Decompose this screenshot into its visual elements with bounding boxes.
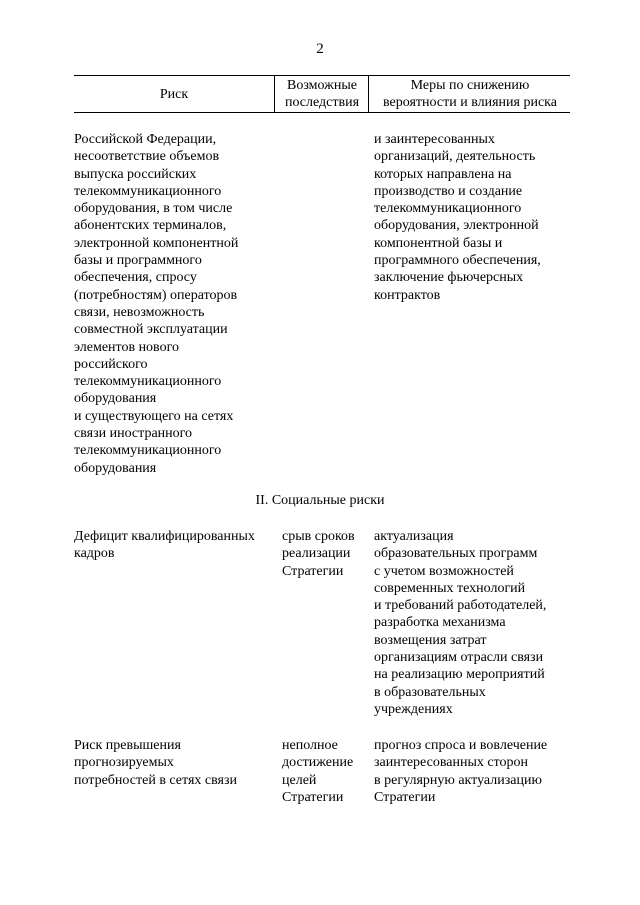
- header-measures: Меры по снижению вероятности и влияния риска: [368, 76, 571, 112]
- table-header: [74, 75, 570, 113]
- header-consequences: Возможные последствия: [274, 76, 369, 112]
- row1-measures: и заинтересованных организаций, деятельность которых направлена на производство и создание телекоммуникационного оборудования, электронной компонентной базы и программного обеспечения, заключение фьючерсных контрактов: [374, 132, 541, 303]
- row3-consequences: неполное достижение целей Стратегии: [282, 738, 354, 805]
- header-risk: Риск: [159, 86, 189, 102]
- row3-risk: Риск превышения прогнозируемых потребностей в сетях связи: [74, 738, 237, 788]
- row1-risk: Российской Федерации, несоответствие объемов выпуска российских телекоммуникационного оборудования, в том числе абонентских терминалов, электронной компонентной базы и программного обеспечения, спросу (потребностям) операторов связи, невозможность совместной эксплуатации элементов нового российского телекоммуникационного оборудования и существующего на сетях связи иностранного телекоммуникационного оборудования: [74, 132, 239, 476]
- page-number: 2: [316, 41, 324, 57]
- row3-measures: прогноз спроса и вовлечение заинтересованных сторон в регулярную актуализацию Стратегии: [374, 738, 548, 805]
- row2-measures: актуализация образовательных программ с учетом возможностей современных технологий и требований работодателей, разработка механизма возмещения затрат организациям отрасли связи на реализацию мероприятий в образовательных учреждениях: [374, 529, 547, 717]
- section-title: II. Социальные риски: [255, 493, 385, 508]
- row2-consequences: срыв сроков реализации Стратегии: [282, 529, 355, 579]
- row2-risk: Дефицит квалифицированных кадров: [74, 529, 255, 562]
